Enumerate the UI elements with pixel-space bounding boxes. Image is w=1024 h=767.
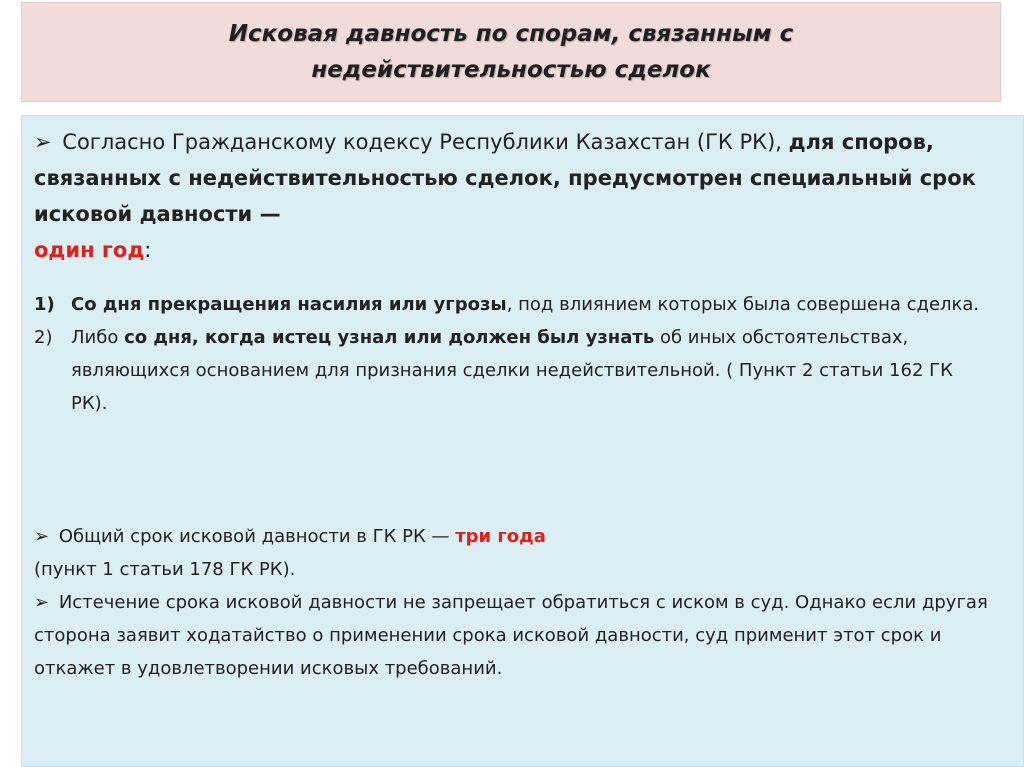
- list-number: 1): [34, 294, 55, 315]
- section-2-paragraph: [34, 520, 994, 586]
- list-item-bold: Со дня прекращения насилия или угрозы: [71, 294, 507, 315]
- list-item-pre: Либо: [71, 327, 119, 348]
- arrow-bullet-icon: ➢: [34, 130, 52, 154]
- title-line-1: Исковая давность по спорам, связанным с: [228, 21, 794, 47]
- title-line-2: недействительностью сделок: [311, 57, 711, 83]
- section-1-intro: Согласно Гражданскому кодексу Республики Казахстан (ГК РК),: [62, 130, 782, 154]
- section-1-term: один год: [34, 238, 145, 262]
- section-3-text: Истечение срока исковой давности не запрещает обратиться с иском в суд. Однако если другая сторона заявит ходатайство о применении срока исковой давности, суд применит этот срок и откажет в удовлетворении исковых требований.: [34, 592, 988, 679]
- section-1-colon: :: [144, 238, 152, 262]
- list-item: [34, 321, 994, 420]
- list-item-text: об иных обстоятельствах, являющихся основанием для признания сделки недействительной. ( Пункт 2 статьи 162 ГК РК).: [71, 327, 953, 414]
- section-2-text: Общий срок исковой давности в ГК РК —: [58, 526, 450, 547]
- content-box: [21, 115, 1024, 767]
- list-item-text: , под влиянием которых была совершена сделка.: [506, 294, 980, 315]
- section-1-paragraph: [34, 124, 994, 268]
- list-item-bold: со дня, когда истец узнал или должен был узнать: [124, 327, 655, 348]
- arrow-bullet-icon: ➢: [34, 526, 50, 547]
- list-item: [34, 288, 994, 321]
- arrow-bullet-icon: ➢: [34, 592, 50, 613]
- section-3-paragraph: [34, 586, 994, 685]
- section-2-term: три года: [455, 526, 546, 547]
- section-1-bold: для споров, связанных с недействительностью сделок, предусмотрен специальный срок исковой давности —: [34, 130, 976, 226]
- list-number: 2): [34, 327, 53, 348]
- section-2-ref: (пункт 1 статьи 178 ГК РК).: [34, 559, 296, 580]
- title-box: [21, 2, 1001, 102]
- numbered-list: [34, 288, 994, 420]
